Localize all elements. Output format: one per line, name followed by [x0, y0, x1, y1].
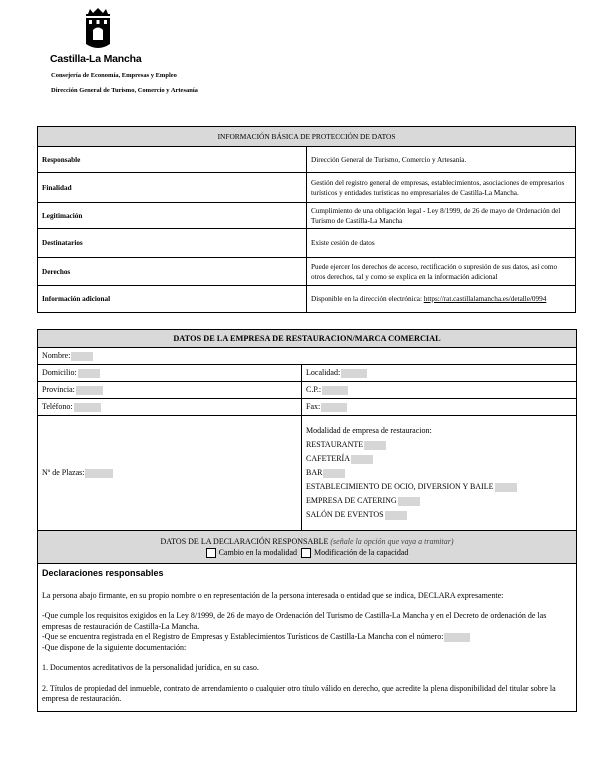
modalidad-option[interactable]: SALÓN DE EVENTOS: [306, 508, 572, 522]
table-row: [38, 147, 576, 173]
modalidad-check[interactable]: [385, 511, 407, 520]
row-label: Responsable: [38, 147, 307, 173]
modalidad-check[interactable]: [323, 469, 345, 478]
modalidad-check[interactable]: [364, 441, 386, 450]
table-row: [38, 286, 576, 313]
localidad-label: Localidad:: [306, 368, 341, 378]
localidad-input[interactable]: [341, 369, 367, 378]
modalidad-check[interactable]: [351, 455, 373, 464]
row-value: Cumplimiento de una obligación legal - Ley 8/1999, de 26 de mayo de Ordenación del Turismo de Castilla-La Mancha: [307, 203, 576, 229]
cp-input[interactable]: [322, 386, 348, 395]
declaration-line: -Que se encuentra registrada en el Registro de Empresas y Establecimientos Turísticos de Castilla-La Mancha con el número:: [42, 632, 444, 641]
modalidad-option[interactable]: BAR: [306, 466, 572, 480]
plazas-field[interactable]: [38, 416, 302, 531]
plazas-label: Nº de Plazas:: [42, 468, 85, 478]
row-value: Puede ejercer los derechos de acceso, rectificación o supresión de sus datos, así como otros derechos, tal y como se explica en la información adicional: [307, 258, 576, 286]
row-label: Finalidad: [38, 173, 307, 203]
castilla-la-mancha-logo-icon: [83, 8, 113, 52]
declarations-title: Declaraciones responsables: [42, 568, 164, 578]
modalidad-check[interactable]: [495, 483, 517, 492]
declaration-note: (señale la opción que vaya a tramitar): [330, 536, 454, 546]
domicilio-input[interactable]: [78, 369, 100, 378]
declaration-header: [38, 531, 577, 564]
directorate-name: Dirección General de Turismo, Comercio y Artesanía: [51, 87, 198, 94]
provincia-field[interactable]: [38, 382, 302, 399]
row-label: Destinatarios: [38, 229, 307, 258]
modalidad-field: [302, 416, 577, 531]
cp-field[interactable]: [302, 382, 577, 399]
plazas-input[interactable]: [85, 469, 113, 478]
provincia-input[interactable]: [76, 386, 103, 395]
modificacion-capacidad-checkbox[interactable]: [301, 548, 311, 558]
modalidad-option[interactable]: EMPRESA DE CATERING: [306, 494, 572, 508]
more-info-link[interactable]: https://rat.castillalamancha.es/detalle/0994: [423, 295, 547, 303]
table-row: [38, 258, 576, 286]
row-label: Legitimación: [38, 203, 307, 229]
declaration-line: -Que dispone de la siguiente documentación:: [42, 642, 187, 652]
fax-label: Fax:: [306, 402, 321, 412]
brand-name: Castilla-La Mancha: [50, 53, 142, 65]
nombre-label: Nombre:: [42, 351, 71, 361]
table-row: [38, 173, 576, 203]
data-protection-title: INFORMACIÓN BÁSICA DE PROTECCIÓN DE DATOS: [38, 127, 576, 147]
cambio-modalidad-label: Cambio en la modalidad: [218, 547, 298, 557]
nombre-field[interactable]: [38, 348, 577, 365]
modalidad-option[interactable]: CAFETERÍA: [306, 452, 572, 466]
row-value: Disponible en la dirección electrónica:: [311, 295, 422, 303]
company-data-title: DATOS DE LA EMPRESA DE RESTAURACION/MARCA COMERCIAL: [38, 330, 577, 348]
domicilio-field[interactable]: [38, 365, 302, 382]
declaration-title: DATOS DE LA DECLARACIÓN RESPONSABLE: [160, 536, 329, 546]
telefono-input[interactable]: [74, 403, 101, 412]
fax-input[interactable]: [321, 403, 347, 412]
nombre-input[interactable]: [71, 352, 93, 361]
company-data-table: [37, 329, 577, 712]
data-protection-table: [37, 126, 576, 313]
telefono-field[interactable]: [38, 399, 302, 416]
modalidad-option[interactable]: ESTABLECIMIENTO DE OCIO, DIVERSION Y BAILE: [306, 480, 572, 494]
table-row: [38, 203, 576, 229]
row-value: Gestión del registro general de empresas, establecimientos, asociaciones de empresarios turísticos y entidades turísticas no empresariales de Castilla-La Mancha.: [307, 173, 576, 203]
localidad-field[interactable]: [302, 365, 577, 382]
cp-label: C.P.:: [306, 385, 322, 395]
cambio-modalidad-checkbox[interactable]: [206, 548, 216, 558]
fax-field[interactable]: [302, 399, 577, 416]
registro-numero-input[interactable]: [444, 633, 470, 642]
provincia-label: Provincia:: [42, 385, 75, 395]
modificacion-capacidad-label: Modificación de la capacidad: [314, 547, 409, 557]
row-value: Dirección General de Turismo, Comercio y Artesanía.: [307, 147, 576, 173]
department-name: Consejería de Economía, Empresas y Empleo: [51, 72, 177, 79]
declaration-line: -Que cumple los requisitos exigidos en la Ley 8/1999, de 26 de mayo de Ordenación del Turismo de Castilla-La Mancha y en el Decreto de ordenación de las empresas de restauración de Castilla-La Mancha.: [42, 611, 547, 631]
row-value: Existe cesión de datos: [307, 229, 576, 258]
domicilio-label: Domicilio:: [42, 368, 77, 378]
row-label: Información adicional: [38, 286, 307, 313]
modalidad-title: Modalidad de empresa de restauracion:: [306, 426, 432, 435]
table-row: [38, 229, 576, 258]
row-label: Derechos: [38, 258, 307, 286]
telefono-label: Teléfono:: [42, 402, 73, 412]
document-item: 2. Títulos de propiedad del inmueble, contrato de arrendamiento o cualquier otro título válido en derecho, que acredite la plena disponibilidad del titular sobre la empresa de restauración.: [42, 683, 556, 703]
declarations-section: [38, 564, 577, 712]
modalidad-option[interactable]: RESTAURANTE: [306, 438, 572, 452]
declarations-intro: La persona abajo firmante, en su propio nombre o en representación de la persona interesada o entidad que se indica, DECLARA expresamente:: [42, 590, 504, 600]
document-item: 1. Documentos acreditativos de la personalidad jurídica, en su caso.: [42, 663, 259, 672]
modalidad-check[interactable]: [398, 497, 420, 506]
